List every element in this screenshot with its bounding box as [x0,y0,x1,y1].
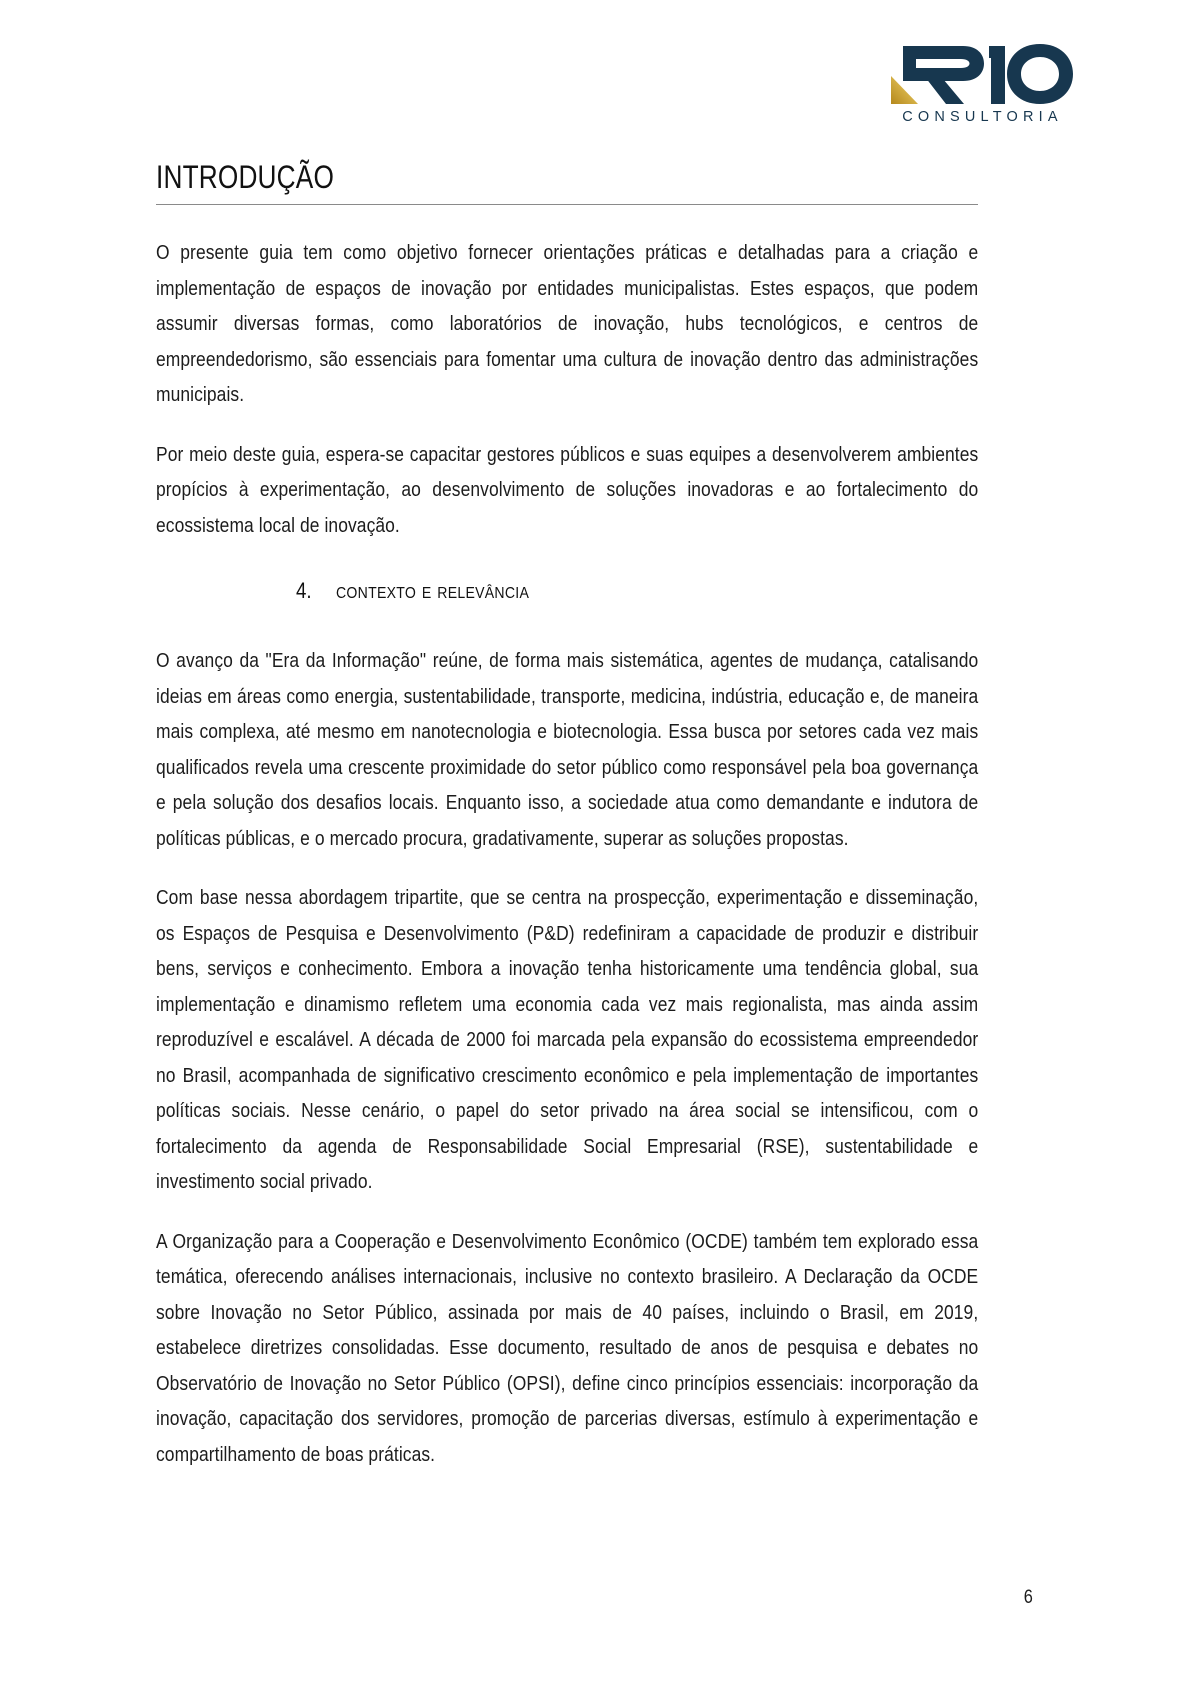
r1o-logo-icon [885,42,1075,108]
paragraph-body-2: Com base nessa abordagem tripartite, que se centra na prospecção, experimentação e disseminação, os Espaços de Pesquisa e Desenvolvimento (P&D) redefiniram a capacidade de produzir e distribuir bens, serviços e conhecimento. Embora a inovação tenha historicamente uma tendência global, sua implementação e dinamismo refletem uma economia cada vez mais regionalista, mas ainda assim reproduzível e escalável. A década de 2000 foi marcada pela expansão do ecossistema empreendedor no Brasil, acompanhada de significativo crescimento econômico e pela implementação de importantes políticas sociais. Nesse cenário, o papel do setor privado na área social se intensificou, com o fortalecimento da agenda de Responsabilidade Social Empresarial (RSE), sustentabilidade e investimento social privado. [156,887,979,1193]
logo-wordmark: CONSULTORIA [902,109,1063,125]
document-body [156,236,978,1497]
section-number: 4. [296,578,312,603]
title-divider [156,204,978,205]
section-title: contexto e relevância [336,578,530,603]
page-title: INTRODUÇÃO [156,159,335,195]
document-title-block [156,160,978,205]
page-footer [156,1587,1034,1609]
paragraph-body-1: O avanço da "Era da Informação" reúne, de forma mais sistemática, agentes de mudança, catalisando ideias em áreas como energia, sustentabilidade, transporte, medicina, indústria, educação e, de maneira mais complexa, até mesmo em nanotecnologia e biotecnologia. Essa busca por setores cada vez mais qualificados revela uma crescente proximidade do setor público como responsável pela boa governança e pela solução dos desafios locais. Enquanto isso, a sociedade atua como demandante e indutora de políticas públicas, e o mercado procura, gradativamente, superar as soluções propostas. [156,650,979,850]
section-heading [156,578,978,604]
paragraph-intro-2: Por meio deste guia, espera-se capacitar gestores públicos e suas equipes a desenvolverem ambientes propícios à experimentação, ao desenvolvimento de soluções inovadoras e ao fortalecimento do ecossistema local de inovação. [156,443,979,537]
paragraph-body-3: A Organização para a Cooperação e Desenvolvimento Econômico (OCDE) também tem explorado essa temática, oferecendo análises internacionais, inclusive no contexto brasileiro. A Declaração da OCDE sobre Inovação no Setor Público, assinada por mais de 40 países, incluindo o Brasil, em 2019, estabelece diretrizes consolidadas. Esse documento, resultado de anos de pesquisa e debates no Observatório de Inovação no Setor Público (OPSI), define cinco princípios essenciais: incorporação da inovação, capacitação dos servidores, promoção de parcerias diversas, estímulo à experimentação e compartilhamento de boas práticas. [156,1230,979,1466]
page-number: 6 [1024,1587,1034,1608]
company-logo [885,42,1075,125]
page-header [0,0,1190,150]
paragraph-intro-1: O presente guia tem como objetivo fornecer orientações práticas e detalhadas para a criação e implementação de espaços de inovação por entidades municipalistas. Estes espaços, que podem assumir diversas formas, como laboratórios de inovação, hubs tecnológicos, e centros de empreendedorismo, são essenciais para fomentar uma cultura de inovação dentro das administrações municipais. [156,242,979,406]
